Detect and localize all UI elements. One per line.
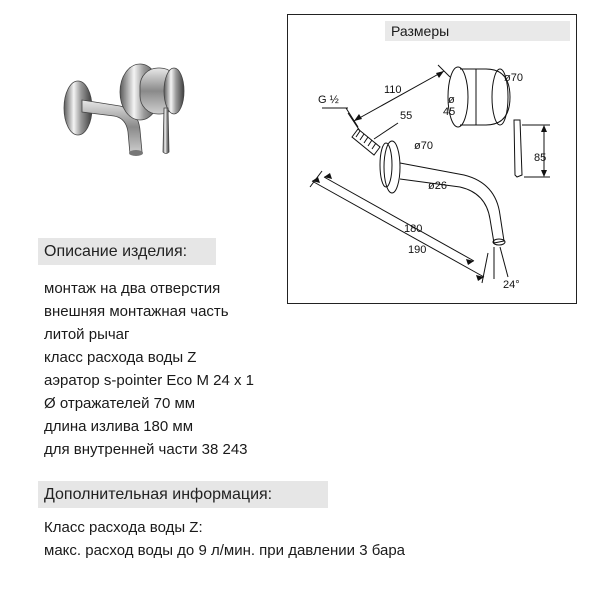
label-diam-70-mid: ø70 [414, 140, 433, 152]
label-190: 190 [408, 244, 427, 256]
label-45: 45 [443, 106, 456, 118]
description-header: Описание изделия: [38, 238, 216, 265]
list-item: для внутренней части 38 243 [44, 441, 248, 458]
additional-info-list [44, 516, 405, 562]
label-55: 55 [400, 110, 413, 122]
list-item: Ø отражателей 70 мм [44, 395, 196, 412]
label-diam-symbol: ø [448, 94, 455, 106]
dimensions-drawing [288, 15, 578, 305]
list-item: длина излива 180 мм [44, 418, 194, 435]
dimensions-panel [287, 14, 577, 304]
list-item: аэратор s-pointer Eco M 24 x 1 [44, 372, 254, 389]
faucet-photo-icon [52, 60, 200, 170]
label-diam-26: ø26 [428, 180, 447, 192]
list-item: макс. расход воды до 9 л/мин. при давлении 3 бара [44, 542, 406, 559]
label-85: 85 [534, 152, 547, 164]
list-item: класс расхода воды Z [44, 349, 197, 366]
label-180: 180 [404, 223, 423, 235]
dimensions-title: Размеры [385, 21, 570, 41]
label-thread: G ½ [318, 94, 339, 106]
list-item: монтаж на два отверстия [44, 280, 221, 297]
label-110: 110 [384, 84, 402, 96]
label-diam-70-top: ø70 [504, 72, 523, 84]
label-angle-24: 24° [503, 279, 520, 291]
list-item: Класс расхода воды Z: [44, 519, 203, 536]
description-list [44, 277, 254, 461]
additional-info-header: Дополнительная информация: [38, 481, 328, 508]
list-item: внешняя монтажная часть [44, 303, 229, 320]
list-item: литой рычаг [44, 326, 130, 343]
